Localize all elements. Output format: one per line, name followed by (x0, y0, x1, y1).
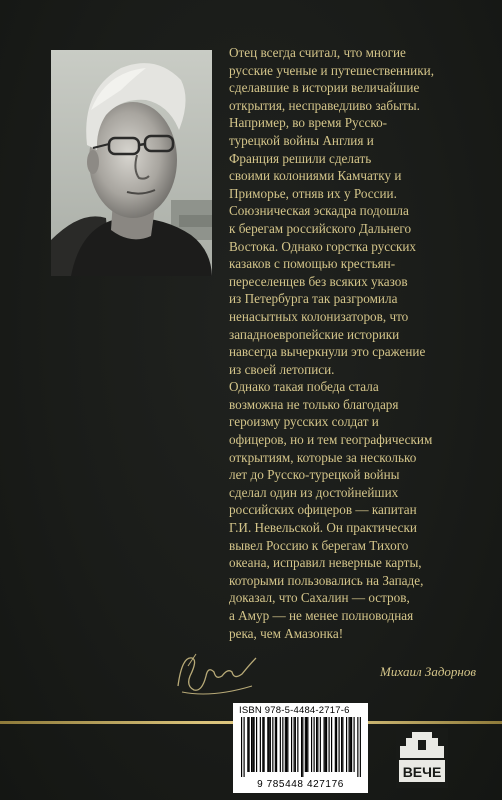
barcode-bar (351, 717, 352, 772)
barcode-bar (287, 717, 288, 772)
barcode-bar (301, 717, 302, 777)
barcode-bar (294, 717, 295, 772)
barcode-bar (316, 717, 317, 772)
barcode-bar (251, 717, 252, 772)
barcode-bar (354, 717, 355, 772)
barcode-bar (350, 717, 351, 772)
barcode-bar (336, 717, 337, 772)
barcode-bar (326, 717, 327, 772)
barcode-bar (286, 717, 287, 772)
barcode-bar (317, 717, 318, 772)
barcode-bar (269, 717, 270, 772)
barcode-bar (314, 717, 315, 772)
barcode-bar (249, 717, 250, 772)
publisher-logo-text: ВЕЧЕ (402, 764, 442, 780)
barcode-bar (270, 717, 271, 772)
barcode-bar (264, 717, 265, 772)
barcode-bar (256, 717, 257, 772)
barcode-bar (324, 717, 325, 772)
barcode-bar (305, 717, 306, 772)
barcode-bar (349, 717, 350, 772)
barcode-bar (254, 717, 255, 772)
barcode-bar (311, 717, 312, 772)
signature-image (172, 646, 262, 700)
publisher-logo (396, 728, 448, 788)
paragraph-2: Однако такая победа стала возможна не только благодаря героизму русских солдат и офицеров, но и тем географическим открытиям, которые за несколько лет до Русско-турецкой войны сделал один из достойнейших российских офицеров — капитан Г.И. Невельской. Он практически вывел Россию к берегам Тихого океана, исправил неверные карты, которыми пользовались на Западе, доказал, что Сахалин — остров, а Амур — не менее полноводная река, чем Амазонка! (229, 379, 433, 641)
annotation-text (229, 44, 474, 642)
barcode-bar (320, 717, 321, 772)
barcode-bar (307, 717, 308, 772)
author-name: Михаил Задорнов (380, 664, 476, 679)
barcode-bar (252, 717, 253, 772)
barcode-bar (260, 717, 261, 772)
barcode-bar (285, 717, 286, 772)
barcode-bar (306, 717, 307, 772)
barcode-bar (335, 717, 336, 772)
barcode-bar (339, 717, 340, 772)
paragraph-1: Отец всегда считал, что многие русские ученые и путешественники, сделавшие в истории величайшие открытия, несправедливо забыты. Например, во время Русско- турецкой войны Англия и Франция решили сделать своими колониями Камчатку и Приморье, отняв их у России. Союзническая эскадра подошла к берегам российского Дальнего Востока. Однако горстка русских казаков с помощью крестьян- переселенцев без всяких указов из Петербурга так разгромила ненасытных колонизаторов, что западноевропейские историки навсегда вычеркнули это сражение из своей летописи. (229, 45, 434, 377)
barcode-bar (262, 717, 263, 772)
barcode-bar (360, 717, 361, 777)
barcode-bar (346, 717, 347, 772)
barcode-bar (280, 717, 281, 772)
barcode-bar (267, 717, 268, 772)
barcode-bar (341, 717, 342, 772)
barcode-bar (244, 717, 245, 777)
barcode-bar (247, 717, 248, 772)
barcode-bar (297, 717, 298, 772)
barcode-bar (241, 717, 242, 777)
barcode-bar (342, 717, 343, 772)
barcode-bar (329, 717, 330, 772)
barcode-bar (302, 717, 303, 777)
barcode-bar (291, 717, 292, 772)
barcode-digits: 9 785448 427176 (257, 779, 344, 790)
barcode-block (233, 703, 368, 793)
barcode-bar (272, 717, 273, 772)
barcode-bar (275, 717, 276, 772)
isbn-number: ISBN 978-5-4484-2717-6 (239, 705, 350, 716)
barcode-bar (357, 717, 358, 777)
barcode-bar (331, 717, 332, 772)
author-portrait-photo (51, 50, 212, 276)
portrait-image (51, 50, 212, 276)
barcode-bar (325, 717, 326, 772)
barcode-bar (276, 717, 277, 772)
barcode-bars (241, 717, 361, 777)
barcode-bar (282, 717, 283, 772)
barcode-bar (295, 717, 296, 772)
